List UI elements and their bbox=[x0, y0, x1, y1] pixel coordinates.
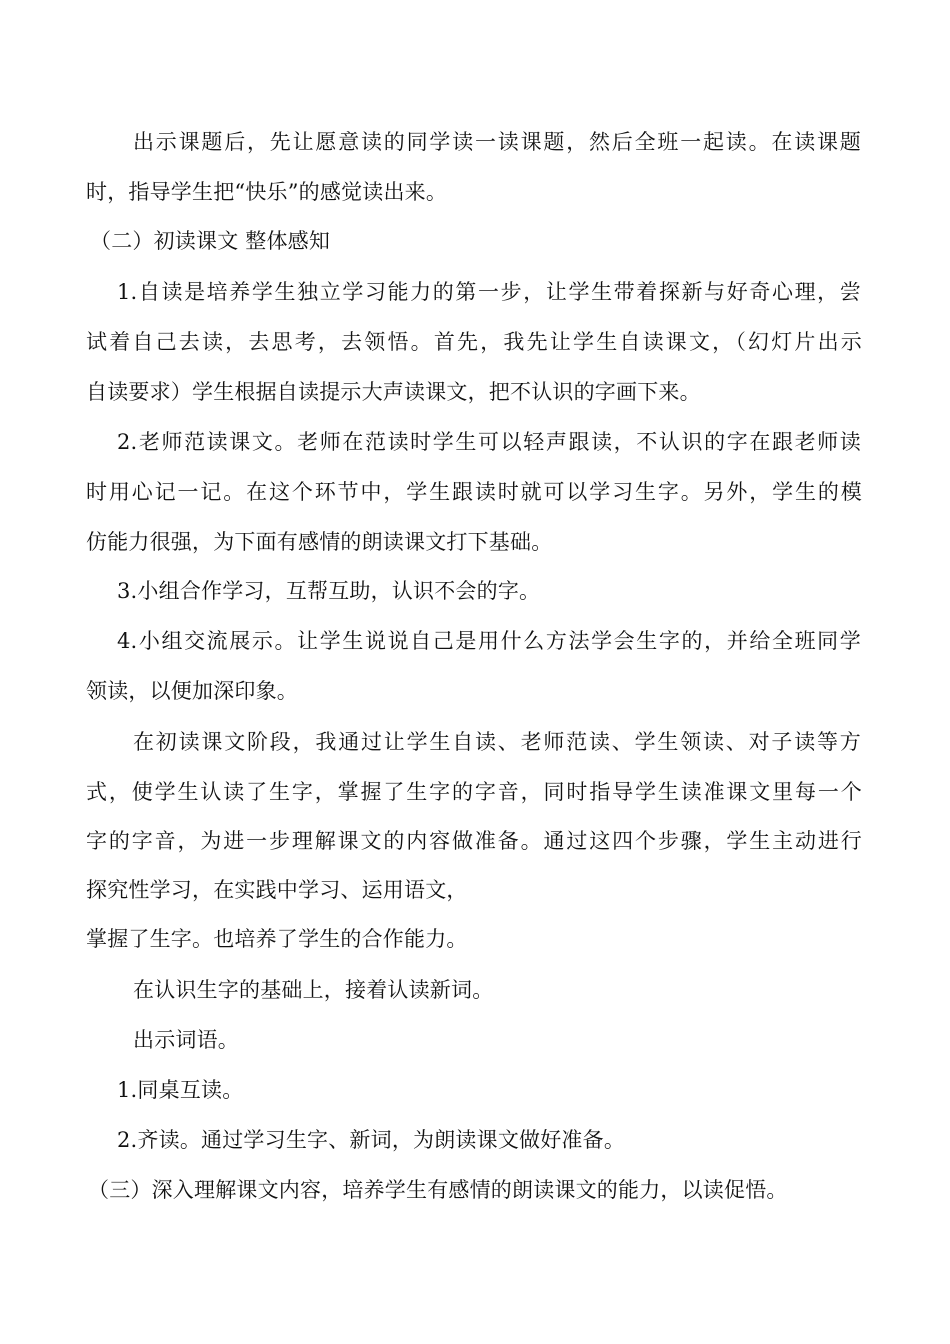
item-1-line-2: 试着自己去读，去思考，去领悟。首先，我先让学生自读课文，（幻灯片出示 bbox=[86, 330, 862, 354]
new-words-intro: 在认识生字的基础上，接着认读新词。 bbox=[133, 978, 494, 1002]
paragraph-line-2: 时，指导学生把“快乐”的感觉读出来。 bbox=[86, 180, 448, 204]
show-words: 出示词语。 bbox=[133, 1028, 239, 1052]
item-1-line-3: 自读要求）学生根据自读提示大声读课文，把不认识的字画下来。 bbox=[86, 380, 701, 404]
item-2-line-2: 时用心记一记。在这个环节中，学生跟读时就可以学习生字。另外，学生的模 bbox=[86, 480, 862, 504]
summary-line-3: 字的字音，为进一步理解课文的内容做准备。通过这四个步骤，学生主动进行 bbox=[86, 829, 862, 853]
section-heading-3: （三）深入理解课文内容，培养学生有感情的朗读课文的能力，以读促悟。 bbox=[88, 1178, 788, 1202]
summary-line-5: 掌握了生字。也培养了学生的合作能力。 bbox=[86, 927, 468, 951]
word-step-2: 2.齐读。通过学习生字、新词，为朗读课文做好准备。 bbox=[117, 1128, 626, 1152]
summary-line-1: 在初读课文阶段，我通过让学生自读、老师范读、学生领读、对子读等方 bbox=[133, 730, 861, 754]
item-4-line-1: 4.小组交流展示。让学生说说自己是用什么方法学会生字的，并给全班同学 bbox=[117, 629, 861, 653]
item-2-line-1: 2.老师范读课文。老师在范读时学生可以轻声跟读，不认识的字在跟老师读 bbox=[117, 430, 861, 454]
item-2-line-3: 仿能力很强，为下面有感情的朗读课文打下基础。 bbox=[86, 530, 553, 554]
paragraph-line-1: 出示课题后，先让愿意读的同学读一读课题，然后全班一起读。在读课题 bbox=[133, 130, 861, 154]
section-heading-2: （二）初读课文 整体感知 bbox=[90, 229, 331, 253]
word-step-1: 1.同桌互读。 bbox=[117, 1078, 244, 1102]
summary-line-2: 式，使学生认读了生字，掌握了生字的字音，同时指导学生读准课文里每一个 bbox=[86, 780, 862, 804]
item-1-line-1: 1.自读是培养学生独立学习能力的第一步，让学生带着探新与好奇心理，尝 bbox=[117, 280, 861, 304]
summary-line-4: 探究性学习，在实践中学习、运用语文， bbox=[86, 878, 468, 902]
item-3: 3.小组合作学习，互帮互助，认识不会的字。 bbox=[117, 579, 541, 603]
item-4-line-2: 领读，以便加深印象。 bbox=[86, 679, 298, 703]
